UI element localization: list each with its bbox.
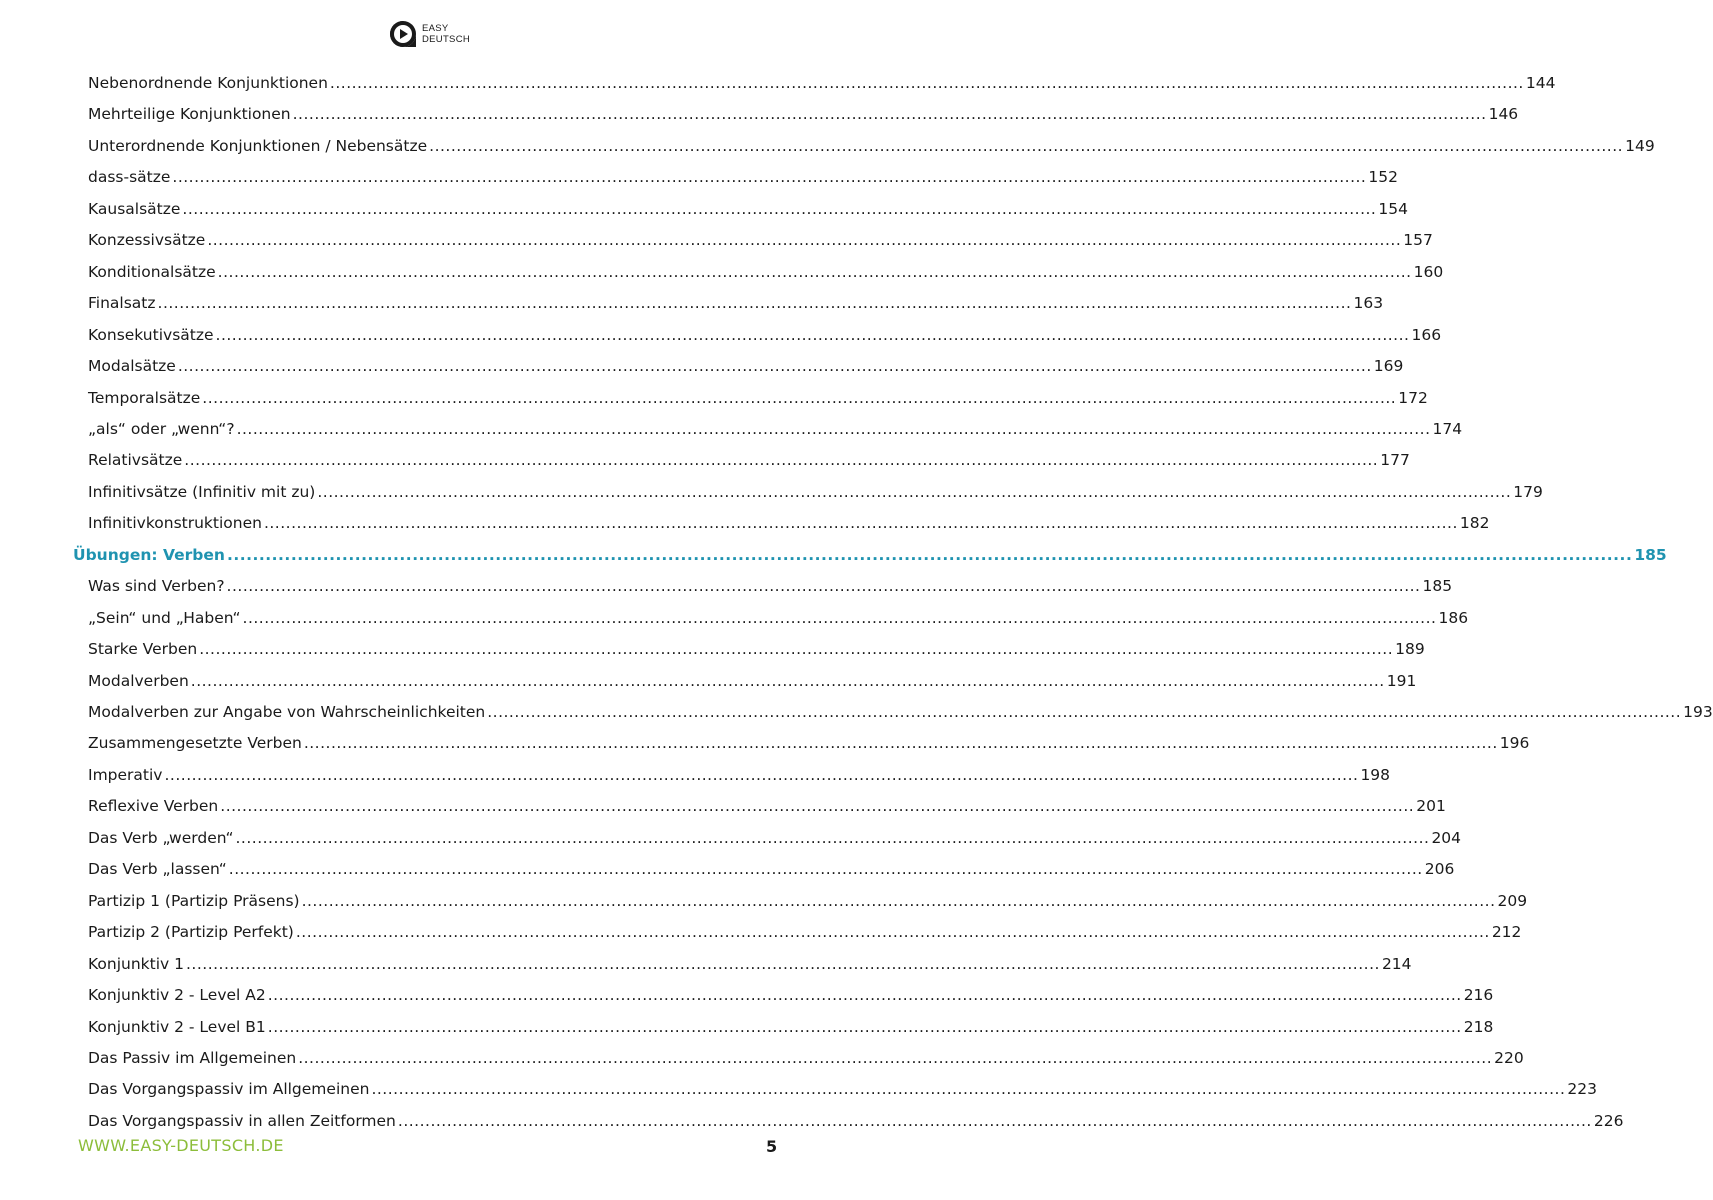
toc-dot-leader: ............................................................................................................................................................................................................................ — [267, 1017, 1462, 1036]
toc-entry-page: 182 — [1459, 514, 1490, 533]
toc-entry[interactable] — [88, 507, 1490, 533]
toc-entry-title: Infinitivsätze (Infinitiv mit zu) — [88, 482, 316, 501]
toc-entry[interactable] — [88, 413, 1463, 439]
toc-dot-leader: ............................................................................................................................................................................................................................ — [202, 388, 1397, 407]
toc-dot-leader: ............................................................................................................................................................................................................................ — [207, 231, 1402, 250]
toc-entry-page: 226 — [1593, 1111, 1624, 1130]
toc-dot-leader: ............................................................................................................................................................................................................................ — [236, 419, 1431, 438]
toc-entry-title: Modalsätze — [88, 357, 176, 376]
toc-dot-leader: ............................................................................................................................................................................................................................ — [185, 954, 1380, 973]
toc-entry[interactable] — [88, 1073, 1597, 1099]
toc-entry[interactable] — [88, 98, 1519, 124]
toc-entry[interactable] — [88, 759, 1391, 785]
toc-entry-page: 157 — [1403, 231, 1433, 250]
toc-entry-page: 177 — [1380, 451, 1410, 470]
toc-entry[interactable] — [88, 287, 1384, 313]
toc-entry-page: 152 — [1368, 168, 1398, 187]
toc-dot-leader: ............................................................................................................................................................................................................................ — [190, 671, 1385, 690]
toc-dot-leader: ............................................................................................................................................................................................................................ — [184, 451, 1379, 470]
toc-entry-title: Imperativ — [88, 765, 163, 784]
toc-entry-page: 160 — [1413, 262, 1444, 281]
toc-entry[interactable] — [88, 224, 1433, 250]
toc-dot-leader: ............................................................................................................................................................................................................................ — [301, 891, 1496, 910]
toc-dot-leader: ............................................................................................................................................................................................................................ — [177, 357, 1372, 376]
toc-dot-leader: ............................................................................................................................................................................................................................ — [329, 74, 1524, 92]
toc-dot-leader: ............................................................................................................................................................................................................................ — [235, 828, 1430, 847]
toc-entry-title: Kausalsätze — [88, 199, 181, 218]
toc-entry-page: 198 — [1360, 765, 1391, 784]
toc-entry-title: Unterordnende Konjunktionen / Nebensätze — [88, 136, 428, 155]
toc-entry[interactable] — [88, 916, 1522, 942]
toc-entry-page: 220 — [1494, 1048, 1524, 1067]
toc-dot-leader: ............................................................................................................................................................................................................................ — [164, 765, 1359, 784]
toc-entry-title: Mehrteilige Konjunktionen — [88, 105, 291, 124]
toc-entry-title: Das Verb „lassen“ — [88, 860, 227, 879]
toc-entry-page: 201 — [1416, 797, 1446, 816]
toc-entry-page: 218 — [1463, 1017, 1494, 1036]
toc-entry-page: 193 — [1683, 703, 1713, 721]
toc-entry[interactable] — [88, 476, 1543, 502]
logo-wordmark — [422, 23, 470, 45]
toc-entry-page: 144 — [1525, 74, 1556, 92]
toc-dot-leader: ............................................................................................................................................................................................................................ — [182, 199, 1377, 218]
toc-entry[interactable] — [88, 67, 1556, 93]
toc-entry-page: 146 — [1488, 105, 1519, 124]
toc-dot-leader: ............................................................................................................................................................................................................................ — [303, 734, 1498, 753]
toc-dot-leader: ............................................................................................................................................................................................................................ — [226, 577, 1421, 596]
toc-entry-title: Das Verb „werden“ — [88, 828, 234, 847]
toc-dot-leader: ............................................................................................................................................................................................................................ — [397, 1111, 1592, 1130]
toc-dot-leader: ............................................................................................................................................................................................................................ — [242, 608, 1437, 627]
page-number: 5 — [766, 1137, 778, 1156]
toc-entry-page: 206 — [1424, 860, 1455, 879]
play-logo-icon — [389, 20, 417, 48]
toc-entry-title: Das Passiv im Allgemeinen — [88, 1048, 297, 1067]
toc-dot-leader: ............................................................................................................................................................................................................................ — [317, 482, 1512, 501]
toc-entry-title: Finalsatz — [88, 294, 156, 313]
toc-entry-page: 185 — [1634, 545, 1667, 564]
toc-entry-page: 166 — [1411, 325, 1442, 344]
toc-dot-leader: ............................................................................................................................................................................................................................ — [226, 545, 1633, 564]
toc-entry[interactable] — [88, 727, 1530, 753]
toc-entry-title: „Sein“ und „Haben“ — [88, 608, 241, 627]
toc-dot-leader: ............................................................................................................................................................................................................................ — [298, 1048, 1493, 1067]
toc-entry-title: Was sind Verben? — [88, 577, 225, 596]
toc-dot-leader: ............................................................................................................................................................................................................................ — [487, 703, 1682, 721]
toc-entry[interactable] — [88, 665, 1417, 691]
toc-entry-title: Modalverben zur Angabe von Wahrscheinlichkeiten — [88, 703, 486, 721]
toc-dot-leader: ............................................................................................................................................................................................................................ — [172, 168, 1367, 187]
toc-entry[interactable] — [88, 696, 1713, 722]
toc-entry[interactable] — [88, 633, 1425, 659]
toc-dot-leader: ............................................................................................................................................................................................................................ — [371, 1080, 1566, 1099]
toc-entry-title: Zusammengesetzte Verben — [88, 734, 302, 753]
toc-entry-page: 216 — [1463, 986, 1494, 1005]
toc-dot-leader: ............................................................................................................................................................................................................................ — [199, 640, 1394, 659]
toc-entry-title: Konjunktiv 2 - Level A2 — [88, 986, 266, 1005]
toc-entry[interactable] — [88, 1042, 1524, 1068]
toc-entry-title: Infinitivkonstruktionen — [88, 514, 262, 533]
toc-chapter-entry[interactable] — [73, 539, 1667, 565]
toc-entry-page: 204 — [1431, 828, 1462, 847]
toc-entry-title: Temporalsätze — [88, 388, 201, 407]
toc-dot-leader: ............................................................................................................................................................................................................................ — [267, 986, 1462, 1005]
toc-entry-page: 185 — [1422, 577, 1453, 596]
toc-entry[interactable] — [88, 1105, 1624, 1131]
toc-entry-title: Konditionalsätze — [88, 262, 216, 281]
toc-entry-page: 163 — [1353, 294, 1384, 313]
toc-dot-leader: ............................................................................................................................................................................................................................ — [295, 923, 1490, 942]
toc-dot-leader: ............................................................................................................................................................................................................................ — [157, 294, 1352, 313]
toc-entry-title: Das Vorgangspassiv im Allgemeinen — [88, 1080, 370, 1099]
toc-entry-page: 172 — [1398, 388, 1428, 407]
toc-entry-page: 191 — [1386, 671, 1417, 690]
toc-entry-title: Übungen: Verben — [73, 545, 225, 564]
toc-entry[interactable] — [88, 853, 1455, 879]
toc-dot-leader: ............................................................................................................................................................................................................................ — [220, 797, 1415, 816]
toc-dot-leader: ............................................................................................................................................................................................................................ — [292, 105, 1487, 124]
toc-entry-page: 223 — [1567, 1080, 1597, 1099]
footer-website-link[interactable]: WWW.EASY-DEUTSCH.DE — [78, 1136, 284, 1155]
logo-line-2: DEUTSCH — [422, 34, 471, 45]
toc-dot-leader: ............................................................................................................................................................................................................................ — [217, 262, 1412, 281]
toc-entry-title: Modalverben — [88, 671, 189, 690]
toc-dot-leader: ............................................................................................................................................................................................................................ — [215, 325, 1410, 344]
toc-entry-title: Konjunktiv 1 — [88, 954, 184, 973]
toc-entry[interactable] — [88, 161, 1398, 187]
toc-entry[interactable] — [88, 1011, 1494, 1037]
toc-entry-title: Relativsätze — [88, 451, 183, 470]
toc-entry[interactable] — [88, 350, 1404, 376]
toc-entry[interactable] — [88, 444, 1410, 470]
toc-entry[interactable] — [88, 602, 1469, 628]
toc-entry-page: 169 — [1373, 357, 1404, 376]
toc-entry[interactable] — [88, 382, 1428, 408]
toc-entry-page: 174 — [1432, 419, 1463, 438]
toc-entry-page: 154 — [1378, 199, 1408, 218]
toc-entry-title: Partizip 1 (Partizip Präsens) — [88, 891, 300, 910]
toc-dot-leader: ............................................................................................................................................................................................................................ — [228, 860, 1423, 879]
toc-entry[interactable] — [88, 570, 1453, 596]
toc-entry[interactable] — [88, 256, 1444, 282]
easy-deutsch-logo — [389, 20, 470, 48]
toc-entry-page: 149 — [1625, 136, 1655, 155]
toc-entry-page: 189 — [1395, 640, 1425, 659]
toc-entry-title: Konzessivsätze — [88, 231, 206, 250]
toc-entry-title: Partizip 2 (Partizip Perfekt) — [88, 923, 294, 942]
toc-entry[interactable] — [88, 948, 1412, 974]
toc-entry-title: Starke Verben — [88, 640, 198, 659]
toc-entry-title: Nebenordnende Konjunktionen — [88, 74, 328, 92]
toc-dot-leader: ............................................................................................................................................................................................................................ — [429, 136, 1624, 155]
toc-entry-page: 209 — [1497, 891, 1528, 910]
toc-dot-leader: ............................................................................................................................................................................................................................ — [263, 514, 1458, 533]
toc-entry[interactable] — [88, 822, 1462, 848]
toc-entry[interactable] — [88, 790, 1446, 816]
toc-entry[interactable] — [88, 885, 1528, 911]
toc-entry-page: 186 — [1438, 608, 1469, 627]
toc-entry[interactable] — [88, 319, 1442, 345]
toc-entry-page: 179 — [1513, 482, 1543, 501]
toc-entry-title: Konjunktiv 2 - Level B1 — [88, 1017, 266, 1036]
toc-entry[interactable] — [88, 130, 1655, 156]
toc-entry[interactable] — [88, 193, 1408, 219]
logo-line-1: EASY — [422, 23, 449, 34]
toc-entry-title: „als“ oder „wenn“? — [88, 419, 235, 438]
toc-entry-page: 214 — [1381, 954, 1412, 973]
toc-entry-title: Konsekutivsätze — [88, 325, 214, 344]
toc-entry-title: Das Vorgangspassiv in allen Zeitformen — [88, 1111, 396, 1130]
toc-entry[interactable] — [88, 979, 1494, 1005]
toc-entry-title: Reflexive Verben — [88, 797, 219, 816]
toc-entry-title: dass-sätze — [88, 168, 171, 187]
toc-entry-page: 196 — [1499, 734, 1530, 753]
toc-entry-page: 212 — [1491, 923, 1522, 942]
